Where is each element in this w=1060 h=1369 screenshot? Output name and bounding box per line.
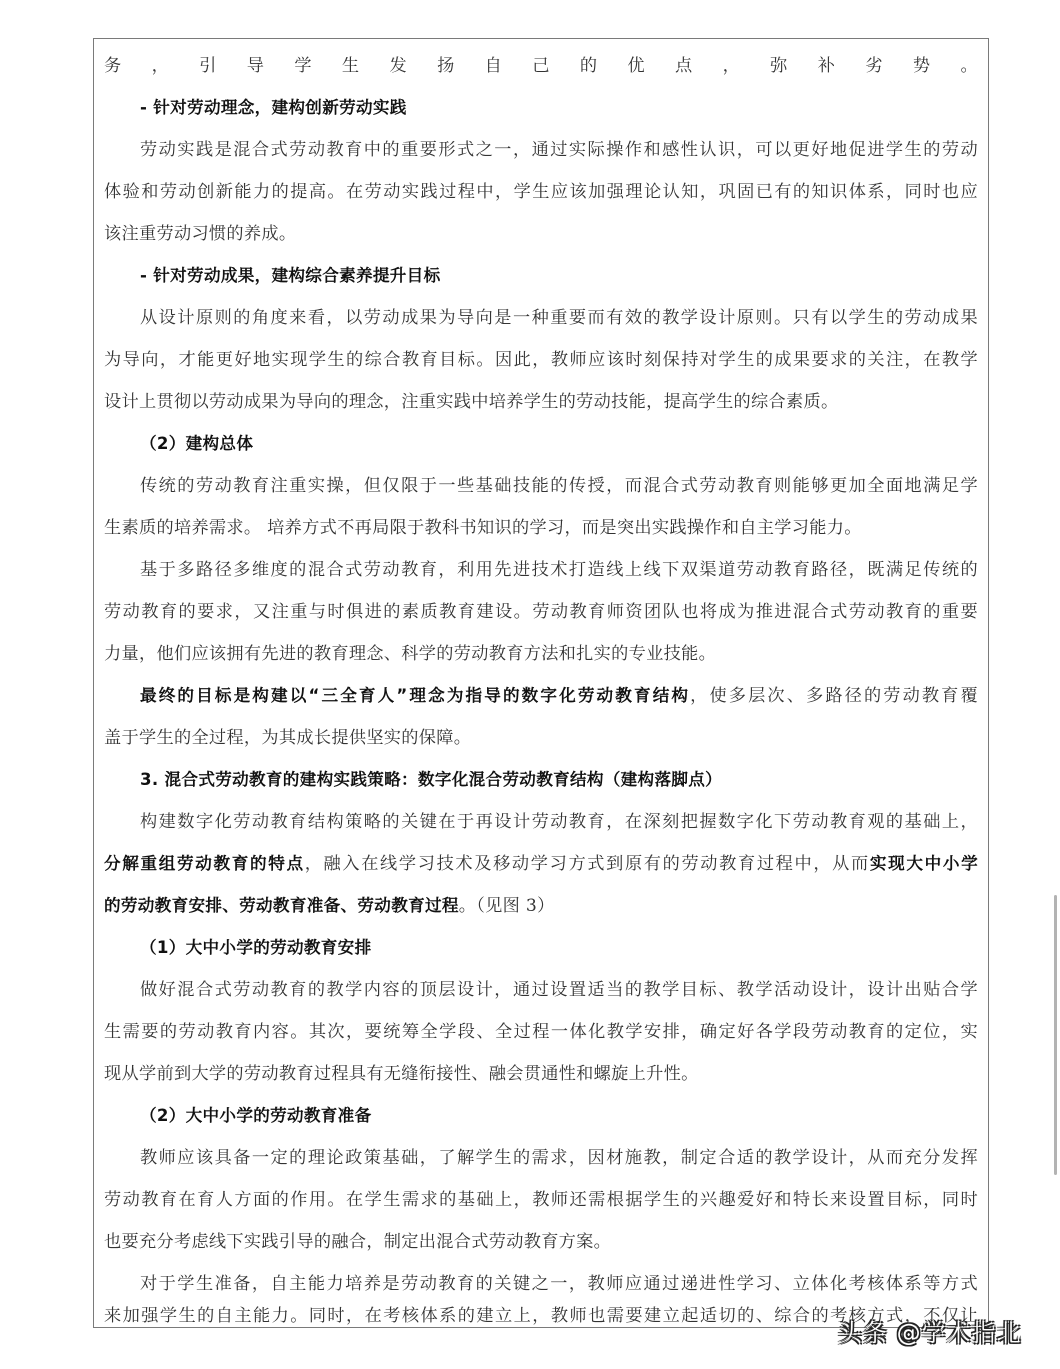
paragraph-line-goal [104, 675, 978, 717]
paragraph-line: 为导向，才能更好地实现学生的综合教育目标。因此，教师应该时刻保持对学生的成果要求的关注，在教学 [104, 350, 978, 370]
bold-text: 分解重组劳动教育的特点 [104, 854, 305, 873]
paragraph-line-mixed [104, 843, 978, 885]
paragraph-line: 劳动实践是混合式劳动教育中的重要形式之一，通过实际操作和感性认识，可以更好地促进学生的劳动 [140, 140, 978, 160]
bold-text: 实现大中小学 [869, 854, 978, 873]
paragraph-line: 劳动教育在育人方面的作用。在学生需求的基础上，教师还需根据学生的兴趣爱好和特长来设置目标，同时 [104, 1190, 978, 1210]
paragraph-line: 盖于学生的全过程，为其成长提供坚实的保障。 [104, 728, 472, 748]
plain-text: ，融入在线学习技术及移动学习方式到原有的劳动教育过程中，从而 [304, 854, 870, 874]
paragraph-line: 来加强学生的自主能力。同时，在考核体系的建立上，教师也需要建立起适切的、综合的考核方式，不仅让 [104, 1306, 978, 1326]
paragraph-line: 生素质的培养需求。 培养方式不再局限于教科书知识的学习，而是突出实践操作和自主学习能力。 [104, 518, 862, 538]
figure-reference: 。（见图 3） [458, 896, 555, 916]
bold-text: 的劳动教育安排、劳动教育准备、劳动教育过程 [104, 896, 459, 915]
paragraph-line: 现从学前到大学的劳动教育过程具有无缝衔接性、融会贯通性和螺旋上升性。 [104, 1064, 699, 1084]
vertical-scrollbar[interactable] [1054, 895, 1057, 1175]
paragraph-line: 基于多路径多维度的混合式劳动教育，利用先进技术打造线上线下双渠道劳动教育路径，既满足传统的 [140, 560, 978, 580]
subheading-labor-concept: - 针对劳动理念，建构创新劳动实践 [140, 98, 407, 117]
paragraph-line: 生需要的劳动教育内容。其次，要统筹全学段、全过程一体化教学安排，确定好各学段劳动教育的定位，实 [104, 1022, 978, 1042]
paragraph-line: 也要充分考虑线下实践引导的融合，制定出混合式劳动教育方案。 [104, 1232, 612, 1252]
paragraph-line: 设计上贯彻以劳动成果为导向的理念，注重实践中培养学生的劳动技能，提高学生的综合素质。 [104, 392, 839, 412]
section-heading-overall: （2）建构总体 [140, 434, 254, 453]
paragraph-line: 从设计原则的角度来看，以劳动成果为导向是一种重要而有效的教学设计原则。只有以学生的劳动成果 [140, 308, 978, 328]
paragraph-line-mixed [104, 885, 978, 927]
bold-text: 最终的目标是构建以“三全育人”理念为指导的数字化劳动教育结构 [140, 686, 691, 705]
paragraph-line: 做好混合式劳动教育的教学内容的顶层设计，通过设置适当的教学目标、教学活动设计，设计出贴合学 [140, 980, 978, 1000]
document-page [93, 38, 989, 1328]
paragraph-line: 力量，他们应该拥有先进的教育理念、科学的劳动教育方法和扎实的专业技能。 [104, 644, 717, 664]
subsection-heading-arrangement: （1）大中小学的劳动教育安排 [140, 938, 372, 957]
paragraph-line: 该注重劳动习惯的养成。 [104, 224, 297, 244]
section-heading-3: 3. 混合式劳动教育的建构实践策略：数字化混合劳动教育结构（建构落脚点） [140, 770, 723, 789]
paragraph-line: 体验和劳动创新能力的提高。在劳动实践过程中，学生应该加强理论认知，巩固已有的知识体系，同时也应 [104, 182, 978, 202]
paragraph-line: 劳动教育的要求，又注重与时俱进的素质教育建设。劳动教育师资团队也将成为推进混合式劳动教育的重要 [104, 602, 978, 622]
paragraph-line: 对于学生准备，自主能力培养是劳动教育的关键之一，教师应通过递进性学习、立体化考核体系等方式 [140, 1274, 978, 1294]
paragraph-line: 构建数字化劳动教育结构策略的关键在于再设计劳动教育，在深刻把握数字化下劳动教育观的基础上， [140, 812, 978, 832]
paragraph-line: 务，引导学生发扬自己的优点，弥补劣势。 [104, 56, 978, 76]
plain-text: ，使多层次、多路径的劳动教育覆 [690, 686, 978, 706]
paragraph-line: 教师应该具备一定的理论政策基础，了解学生的需求，因材施教，制定合适的教学设计，从而充分发挥 [140, 1148, 978, 1168]
subheading-labor-outcome: - 针对劳动成果，建构综合素养提升目标 [140, 266, 441, 285]
paragraph-line: 传统的劳动教育注重实操，但仅限于一些基础技能的传授，而混合式劳动教育则能够更加全面地满足学 [140, 476, 978, 496]
subsection-heading-preparation: （2）大中小学的劳动教育准备 [140, 1106, 372, 1125]
watermark: 头条 @学术指北 [838, 1319, 1022, 1347]
